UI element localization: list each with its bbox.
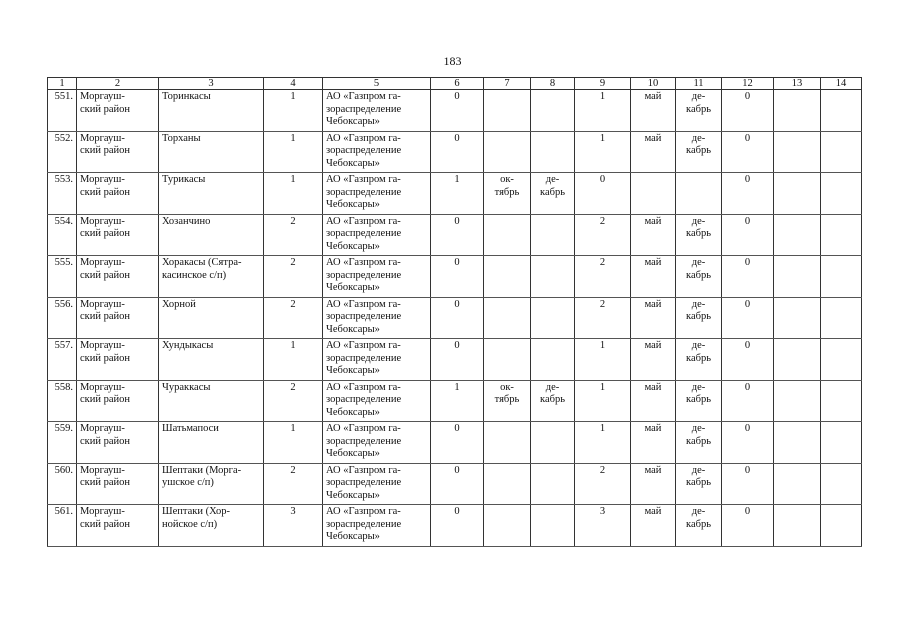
organization-cell-line: зораспределение [326, 435, 402, 447]
organization-cell-line: АО «Газпром га- [326, 257, 401, 268]
col11-cell [676, 297, 722, 339]
district-cell [77, 505, 159, 547]
col6-cell: 0 [431, 422, 484, 464]
col7-cell [484, 90, 531, 132]
organization-cell-line: зораспределение [326, 145, 402, 156]
col14-cell [821, 173, 862, 215]
col11-cell [676, 463, 722, 505]
col13-cell [774, 339, 821, 381]
organization-cell-line: АО «Газпром га- [326, 174, 401, 185]
column-header: 7 [484, 78, 531, 90]
organization-cell-line: АО «Газпром га- [326, 506, 401, 517]
column-header: 5 [323, 78, 431, 90]
col11-cell-line: кабрь [686, 394, 711, 405]
table-row [48, 256, 862, 298]
col4-cell: 1 [264, 339, 323, 381]
row-number: 558. [48, 380, 77, 422]
district-cell-line: ский район [80, 228, 131, 239]
col14-cell [821, 339, 862, 381]
district-cell [77, 173, 159, 215]
organization-cell [323, 339, 431, 381]
column-header: 11 [676, 78, 722, 90]
col7-cell-line: ок- [500, 381, 514, 393]
col6-cell: 0 [431, 297, 484, 339]
col10-cell: май [631, 463, 676, 505]
organization-cell [323, 256, 431, 298]
col7-cell [484, 173, 531, 215]
organization-cell-line: АО «Газпром га- [326, 340, 401, 351]
settlement-cell-line: ушское с/п) [162, 477, 214, 488]
district-cell-line: Моргауш- [80, 91, 125, 102]
settlement-cell-line: Торинкасы [162, 91, 211, 102]
col13-cell [774, 380, 821, 422]
table-row [48, 214, 862, 256]
district-cell-line: Моргауш- [80, 381, 125, 393]
district-cell [77, 214, 159, 256]
col7-cell [484, 339, 531, 381]
col13-cell [774, 214, 821, 256]
col8-cell [531, 214, 575, 256]
col10-cell: май [631, 339, 676, 381]
column-header: 9 [575, 78, 631, 90]
col7-cell [484, 131, 531, 173]
col11-cell-line: де- [691, 464, 706, 476]
col9-cell: 2 [575, 463, 631, 505]
settlement-cell-line: Турикасы [162, 174, 206, 185]
gas-distribution-table [47, 77, 862, 547]
settlement-cell-line: Шептаки (Хор- [162, 506, 231, 517]
col8-cell [531, 380, 575, 422]
district-cell [77, 131, 159, 173]
col14-cell [821, 422, 862, 464]
organization-cell-line: АО «Газпром га- [326, 423, 401, 434]
district-cell-line: ский район [80, 186, 131, 198]
col11-cell-line: де- [691, 298, 706, 310]
col11-cell [676, 339, 722, 381]
col7-cell [484, 297, 531, 339]
col12-cell: 0 [722, 90, 774, 132]
col6-cell: 0 [431, 214, 484, 256]
row-number: 555. [48, 256, 77, 298]
organization-cell [323, 505, 431, 547]
organization-cell [323, 90, 431, 132]
col6-cell: 0 [431, 505, 484, 547]
settlement-cell [159, 505, 264, 547]
col9-cell: 1 [575, 380, 631, 422]
col4-cell: 2 [264, 256, 323, 298]
col11-cell [676, 214, 722, 256]
col10-cell: май [631, 214, 676, 256]
organization-cell-line: АО «Газпром га- [326, 464, 401, 476]
settlement-cell [159, 256, 264, 298]
col12-cell: 0 [722, 339, 774, 381]
settlement-cell-line: Хундыкасы [162, 340, 214, 351]
column-header: 12 [722, 78, 774, 90]
organization-cell [323, 173, 431, 215]
col8-cell [531, 422, 575, 464]
row-number: 552. [48, 131, 77, 173]
organization-cell-line: Чебоксары» [326, 240, 380, 252]
column-header: 4 [264, 78, 323, 90]
col12-cell: 0 [722, 463, 774, 505]
col13-cell [774, 131, 821, 173]
col11-cell-line: кабрь [686, 228, 711, 239]
organization-cell-line: зораспределение [326, 228, 402, 239]
settlement-cell-line: Хорной [162, 298, 196, 310]
col8-cell [531, 297, 575, 339]
col7-cell-line: тябрь [494, 394, 520, 405]
district-cell-line: ский район [80, 145, 131, 156]
organization-cell-line: зораспределение [326, 103, 402, 115]
col13-cell [774, 90, 821, 132]
col10-cell: май [631, 256, 676, 298]
district-cell-line: Моргауш- [80, 257, 125, 268]
col9-cell: 1 [575, 422, 631, 464]
col12-cell: 0 [722, 173, 774, 215]
district-cell-line: Моргауш- [80, 298, 125, 310]
col7-cell [484, 214, 531, 256]
district-cell-line: Моргауш- [80, 215, 125, 227]
organization-cell [323, 214, 431, 256]
table-row [48, 131, 862, 173]
settlement-cell [159, 214, 264, 256]
col13-cell [774, 505, 821, 547]
district-cell-line: ский район [80, 394, 131, 405]
col8-cell [531, 256, 575, 298]
settlement-cell [159, 90, 264, 132]
col11-cell-line: де- [691, 257, 706, 268]
col6-cell: 0 [431, 339, 484, 381]
col11-cell-line: де- [691, 340, 706, 351]
organization-cell-line: Чебоксары» [326, 448, 380, 459]
col11-cell-line: де- [691, 506, 706, 517]
settlement-cell [159, 339, 264, 381]
column-header: 14 [821, 78, 862, 90]
settlement-cell [159, 463, 264, 505]
col11-cell-line: кабрь [686, 435, 711, 447]
district-cell-line: Моргауш- [80, 132, 125, 144]
col14-cell [821, 256, 862, 298]
col8-cell-line: де- [545, 381, 560, 393]
col14-cell [821, 214, 862, 256]
column-header: 10 [631, 78, 676, 90]
settlement-cell-line: Хозанчино [162, 215, 211, 227]
district-cell-line: Моргауш- [80, 464, 125, 476]
col11-cell [676, 380, 722, 422]
settlement-cell-line: Хоракасы (Сятра- [162, 257, 242, 268]
col6-cell: 0 [431, 131, 484, 173]
col4-cell: 3 [264, 505, 323, 547]
district-cell-line: ский район [80, 311, 131, 322]
col8-cell [531, 505, 575, 547]
col11-cell-line: кабрь [686, 145, 711, 156]
col4-cell: 2 [264, 297, 323, 339]
col14-cell [821, 380, 862, 422]
col8-cell [531, 90, 575, 132]
col11-cell-line: де- [691, 91, 706, 102]
col11-cell [676, 90, 722, 132]
col8-cell-line: кабрь [540, 186, 565, 198]
col12-cell: 0 [722, 131, 774, 173]
table-row [48, 505, 862, 547]
column-header-row [48, 78, 862, 90]
col4-cell: 1 [264, 173, 323, 215]
col8-cell [531, 339, 575, 381]
district-cell-line: Моргауш- [80, 174, 125, 185]
col7-cell-line: ок- [500, 174, 514, 185]
col7-cell [484, 380, 531, 422]
col10-cell: май [631, 297, 676, 339]
col14-cell [821, 297, 862, 339]
col9-cell: 3 [575, 505, 631, 547]
col8-cell-line: кабрь [540, 394, 565, 405]
table-row [48, 380, 862, 422]
district-cell [77, 380, 159, 422]
table-row [48, 463, 862, 505]
col6-cell: 1 [431, 173, 484, 215]
organization-cell [323, 422, 431, 464]
settlement-cell-line: Торханы [162, 132, 201, 144]
table-row [48, 90, 862, 132]
col13-cell [774, 422, 821, 464]
col11-cell [676, 422, 722, 464]
district-cell-line: Моргауш- [80, 340, 125, 351]
organization-cell-line: зораспределение [326, 394, 402, 405]
column-header: 1 [48, 78, 77, 90]
column-header: 3 [159, 78, 264, 90]
settlement-cell [159, 380, 264, 422]
col9-cell: 1 [575, 339, 631, 381]
district-cell-line: ский район [80, 435, 131, 447]
col13-cell [774, 297, 821, 339]
col9-cell: 1 [575, 131, 631, 173]
organization-cell-line: АО «Газпром га- [326, 298, 401, 310]
district-cell [77, 256, 159, 298]
district-cell [77, 339, 159, 381]
district-cell [77, 463, 159, 505]
settlement-cell [159, 422, 264, 464]
organization-cell-line: АО «Газпром га- [326, 215, 401, 227]
row-number: 560. [48, 463, 77, 505]
organization-cell-line: зораспределение [326, 269, 402, 281]
col6-cell: 0 [431, 463, 484, 505]
district-cell-line: ский район [80, 352, 131, 364]
settlement-cell-line: нойское с/п) [162, 518, 218, 530]
organization-cell-line: зораспределение [326, 518, 402, 530]
organization-cell-line: Чебоксары» [326, 116, 380, 127]
district-cell [77, 297, 159, 339]
organization-cell-line: Чебоксары» [326, 323, 380, 335]
col10-cell: май [631, 422, 676, 464]
col9-cell: 0 [575, 173, 631, 215]
col7-cell-line: тябрь [494, 186, 520, 198]
col11-cell-line: кабрь [686, 103, 711, 115]
col13-cell [774, 173, 821, 215]
col10-cell: май [631, 90, 676, 132]
organization-cell-line: зораспределение [326, 477, 402, 488]
col9-cell: 2 [575, 214, 631, 256]
settlement-cell-line: касинское с/п) [162, 269, 227, 281]
col12-cell: 0 [722, 214, 774, 256]
col4-cell: 2 [264, 380, 323, 422]
col10-cell: май [631, 380, 676, 422]
col11-cell [676, 505, 722, 547]
col11-cell-line: кабрь [686, 518, 711, 530]
col9-cell: 2 [575, 297, 631, 339]
district-cell-line: Моргауш- [80, 506, 125, 517]
row-number: 559. [48, 422, 77, 464]
col6-cell: 1 [431, 380, 484, 422]
district-cell-line: ский район [80, 103, 131, 115]
row-number: 554. [48, 214, 77, 256]
page-number: 183 [443, 54, 462, 68]
row-number: 551. [48, 90, 77, 132]
settlement-cell-line: Шатьмапоси [162, 423, 219, 434]
col4-cell: 2 [264, 214, 323, 256]
col4-cell: 2 [264, 463, 323, 505]
col10-cell: май [631, 131, 676, 173]
table-row [48, 173, 862, 215]
table-row [48, 339, 862, 381]
col11-cell-line: кабрь [686, 352, 711, 364]
col11-cell-line: кабрь [686, 477, 711, 488]
organization-cell-line: Чебоксары» [326, 406, 380, 418]
settlement-cell-line: Шептаки (Морга- [162, 464, 242, 476]
organization-cell-line: Чебоксары» [326, 157, 380, 169]
table-row [48, 297, 862, 339]
column-header: 2 [77, 78, 159, 90]
row-number: 553. [48, 173, 77, 215]
col7-cell [484, 422, 531, 464]
col12-cell: 0 [722, 297, 774, 339]
col10-cell: май [631, 505, 676, 547]
col8-cell [531, 173, 575, 215]
row-number: 557. [48, 339, 77, 381]
col7-cell [484, 505, 531, 547]
col11-cell-line: кабрь [686, 269, 711, 281]
col6-cell: 0 [431, 90, 484, 132]
settlement-cell [159, 297, 264, 339]
col10-cell [631, 173, 676, 215]
organization-cell-line: зораспределение [326, 186, 402, 198]
organization-cell [323, 297, 431, 339]
col12-cell: 0 [722, 256, 774, 298]
col11-cell-line: де- [691, 423, 706, 434]
organization-cell-line: Чебоксары» [326, 365, 380, 376]
column-header: 8 [531, 78, 575, 90]
col12-cell: 0 [722, 380, 774, 422]
col14-cell [821, 131, 862, 173]
col4-cell: 1 [264, 90, 323, 132]
district-cell [77, 90, 159, 132]
col9-cell: 1 [575, 90, 631, 132]
col11-cell-line: де- [691, 215, 706, 227]
organization-cell-line: Чебоксары» [326, 199, 380, 210]
settlement-cell [159, 173, 264, 215]
district-cell-line: Моргауш- [80, 423, 125, 434]
col11-cell [676, 131, 722, 173]
district-cell-line: ский район [80, 269, 131, 281]
settlement-cell-line: Чураккасы [162, 381, 211, 393]
district-cell-line: ский район [80, 477, 131, 488]
col12-cell: 0 [722, 505, 774, 547]
col7-cell [484, 256, 531, 298]
organization-cell-line: АО «Газпром га- [326, 132, 401, 144]
col4-cell: 1 [264, 131, 323, 173]
col7-cell [484, 463, 531, 505]
organization-cell-line: Чебоксары» [326, 282, 380, 293]
organization-cell [323, 463, 431, 505]
column-header: 13 [774, 78, 821, 90]
col11-cell [676, 173, 722, 215]
organization-cell [323, 380, 431, 422]
settlement-cell [159, 131, 264, 173]
organization-cell-line: АО «Газпром га- [326, 381, 401, 393]
column-header: 6 [431, 78, 484, 90]
organization-cell [323, 131, 431, 173]
col4-cell: 1 [264, 422, 323, 464]
col11-cell-line: де- [691, 381, 706, 393]
col11-cell [676, 256, 722, 298]
organization-cell-line: Чебоксары» [326, 531, 380, 542]
organization-cell-line: зораспределение [326, 352, 402, 364]
col8-cell-line: де- [545, 174, 560, 185]
district-cell [77, 422, 159, 464]
row-number: 561. [48, 505, 77, 547]
col8-cell [531, 131, 575, 173]
col13-cell [774, 256, 821, 298]
organization-cell-line: зораспределение [326, 311, 402, 322]
table-row [48, 422, 862, 464]
col14-cell [821, 90, 862, 132]
district-cell-line: ский район [80, 518, 131, 530]
col13-cell [774, 463, 821, 505]
organization-cell-line: АО «Газпром га- [326, 91, 401, 102]
col11-cell-line: кабрь [686, 311, 711, 322]
col6-cell: 0 [431, 256, 484, 298]
organization-cell-line: Чебоксары» [326, 489, 380, 501]
col11-cell-line: де- [691, 132, 706, 144]
col12-cell: 0 [722, 422, 774, 464]
col9-cell: 2 [575, 256, 631, 298]
col8-cell [531, 463, 575, 505]
col14-cell [821, 463, 862, 505]
row-number: 556. [48, 297, 77, 339]
col14-cell [821, 505, 862, 547]
